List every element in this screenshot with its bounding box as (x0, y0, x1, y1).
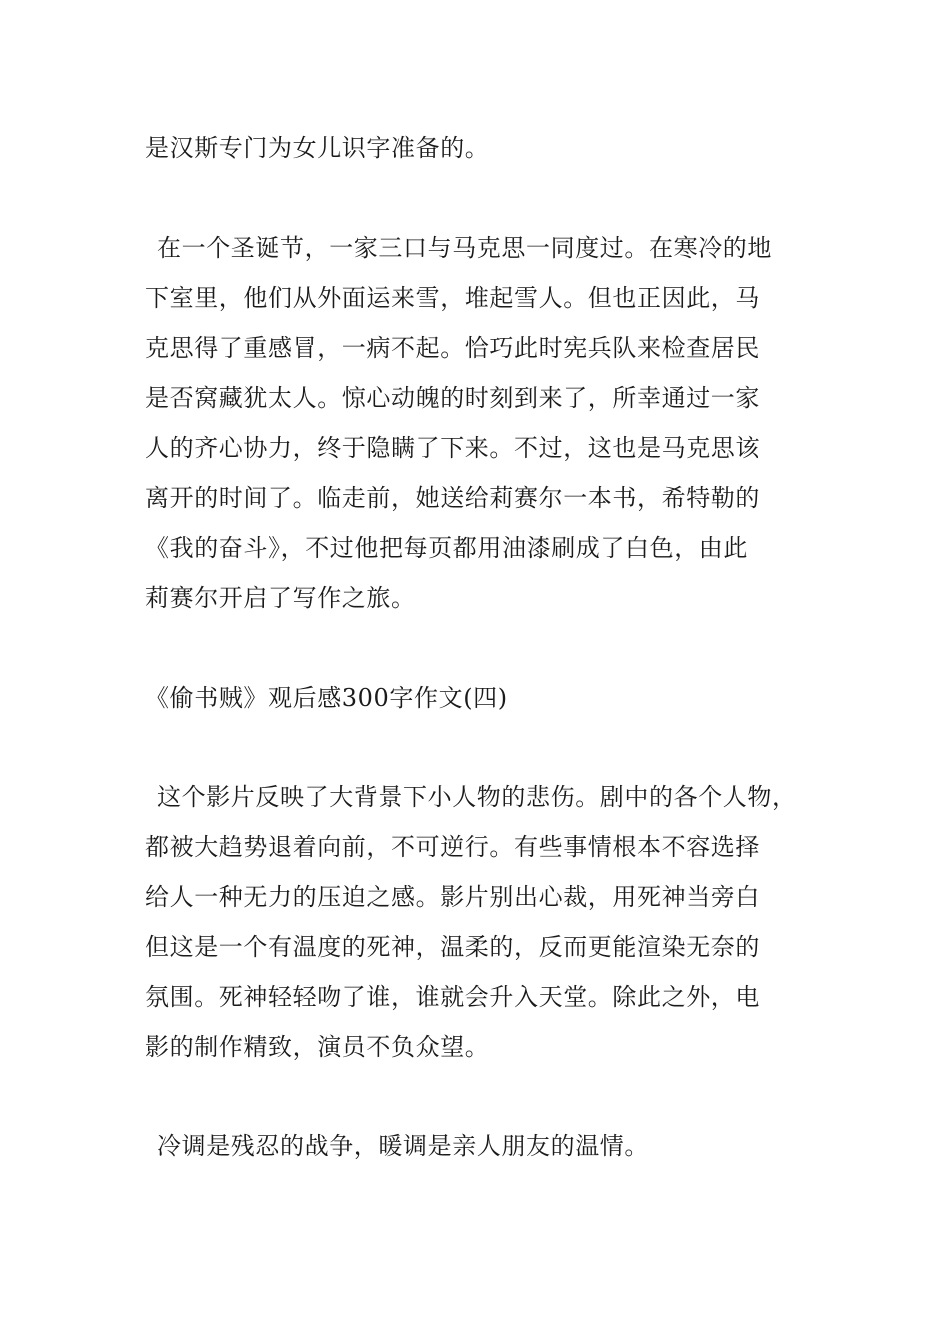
paragraph-review-line: 给人一种无力的压迫之感。影片别出心裁，用死神当旁白 (145, 883, 760, 911)
paragraph-christmas-line: 《我的奋斗》，不过他把每页都用油漆刷成了白色，由此 (145, 534, 748, 562)
paragraph-christmas-line: 离开的时间了。临走前，她送给莉赛尔一本书，希特勒的 (145, 484, 760, 512)
paragraph-review-line: 这个影片反映了大背景下小人物的悲伤。剧中的各个人物， (157, 783, 797, 811)
paragraph-christmas-line: 莉赛尔开启了写作之旅。 (145, 584, 416, 612)
paragraph-review-line: 都被大趋势退着向前，不可逆行。有些事情根本不容选择 (145, 833, 760, 861)
paragraph-review-line: 但这是一个有温度的死神，温柔的，反而更能渲染无奈的 (145, 933, 760, 961)
paragraph-christmas-line: 是否窝藏犹太人。惊心动魄的时刻到来了，所幸通过一家 (145, 384, 760, 412)
paragraph-christmas-line: 克思得了重感冒，一病不起。恰巧此时宪兵队来检查居民 (145, 334, 760, 362)
paragraph-christmas-line: 人的齐心协力，终于隐瞒了下来。不过，这也是马克思该 (145, 434, 760, 462)
paragraph-tones-line: 冷调是残忍的战争，暖调是亲人朋友的温情。 (157, 1132, 649, 1160)
paragraph-review-line: 氛围。死神轻轻吻了谁，谁就会升入天堂。除此之外，电 (145, 983, 760, 1011)
paragraph-christmas-line: 下室里，他们从外面运来雪，堆起雪人。但也正因此，马 (145, 284, 760, 312)
paragraph-intro-line: 是汉斯专门为女儿识字准备的。 (145, 134, 490, 162)
section-heading: 《偷书贼》观后感300字作文(四) (145, 684, 508, 712)
paragraph-christmas-line: 在一个圣诞节，一家三口与马克思一同度过。在寒冷的地 (157, 234, 772, 262)
paragraph-review-line: 影的制作精致，演员不负众望。 (145, 1033, 490, 1061)
